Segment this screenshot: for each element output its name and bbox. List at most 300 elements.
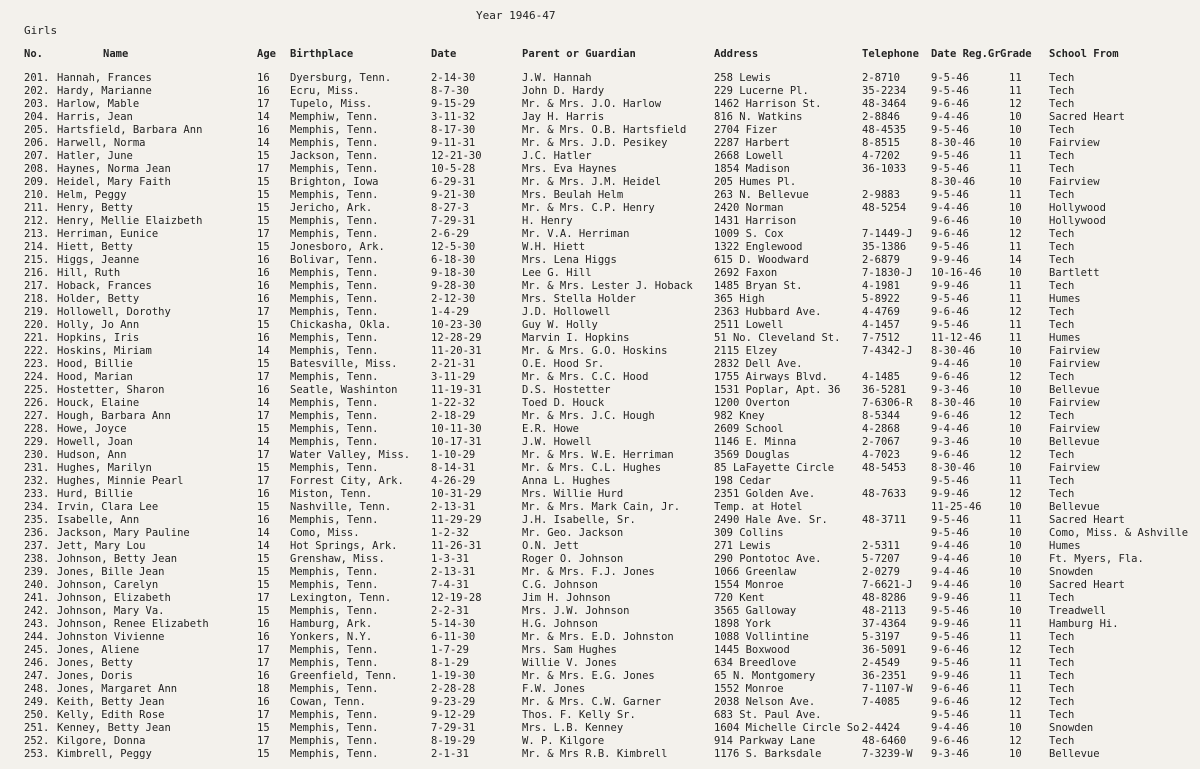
cell-telephone: 4-7202 — [862, 150, 900, 162]
cell-age: 16 — [257, 618, 270, 630]
cell-parent: D.S. Hostetter — [522, 384, 611, 396]
cell-grade: 12 — [1009, 488, 1022, 500]
cell-telephone: 48-7633 — [862, 488, 907, 500]
cell-date: 9-23-29 — [431, 696, 476, 708]
cell-parent: O.E. Hood Sr. — [522, 358, 605, 370]
cell-address: 229 Lucerne Pl. — [714, 85, 809, 97]
cell-grade: 11 — [1009, 631, 1022, 643]
cell-age: 17 — [257, 644, 270, 656]
cell-telephone: 36-1033 — [862, 163, 907, 175]
cell-no: 216. — [24, 267, 50, 279]
cell-name: Hood, Billie — [57, 358, 133, 370]
cell-no: 205. — [24, 124, 50, 136]
cell-birthplace: Memphis, Tenn. — [290, 410, 379, 422]
table-row — [0, 579, 1200, 592]
cell-grade: 11 — [1009, 72, 1022, 84]
cell-date: 3-11-32 — [431, 111, 476, 123]
cell-date: 11-26-31 — [431, 540, 482, 552]
cell-age: 17 — [257, 735, 270, 747]
cell-age: 15 — [257, 462, 270, 474]
cell-date: 1-22-32 — [431, 397, 476, 409]
header-school-from: School From — [1049, 48, 1119, 60]
cell-date: 2-6-29 — [431, 228, 469, 240]
table-row — [0, 202, 1200, 215]
cell-parent: J.H. Isabelle, Sr. — [522, 514, 636, 526]
cell-name: Jones, Bille Jean — [57, 566, 165, 578]
cell-telephone: 4-1981 — [862, 280, 900, 292]
cell-age: 15 — [257, 358, 270, 370]
cell-birthplace: Batesville, Miss. — [290, 358, 398, 370]
cell-school-from: Tech — [1049, 228, 1075, 240]
table-row — [0, 514, 1200, 527]
cell-telephone: 2-8710 — [862, 72, 900, 84]
cell-no: 228. — [24, 423, 50, 435]
cell-parent: Mr. & Mrs. E.G. Jones — [522, 670, 655, 682]
cell-birthplace: Cowan, Tenn. — [290, 696, 366, 708]
cell-birthplace: Chickasha, Okla. — [290, 319, 392, 331]
cell-school-from: Fairview — [1049, 358, 1100, 370]
table-row — [0, 696, 1200, 709]
table-row — [0, 423, 1200, 436]
cell-date-reg: 9-4-46 — [931, 202, 969, 214]
cell-telephone: 7-4085 — [862, 696, 900, 708]
cell-telephone: 4-2868 — [862, 423, 900, 435]
cell-name: Helm, Peggy — [57, 189, 127, 201]
cell-grade: 12 — [1009, 449, 1022, 461]
table-row — [0, 722, 1200, 735]
cell-date-reg: 9-5-46 — [931, 475, 969, 487]
cell-date-reg: 9-4-46 — [931, 358, 969, 370]
cell-age: 16 — [257, 332, 270, 344]
table-row — [0, 475, 1200, 488]
cell-birthplace: Tupelo, Miss. — [290, 98, 373, 110]
cell-no: 201. — [24, 72, 50, 84]
cell-no: 237. — [24, 540, 50, 552]
cell-name: Holly, Jo Ann — [57, 319, 140, 331]
cell-name: Johnson, Elizabeth — [57, 592, 171, 604]
cell-birthplace: Forrest City, Ark. — [290, 475, 404, 487]
table-row — [0, 670, 1200, 683]
cell-age: 16 — [257, 696, 270, 708]
cell-date: 8-7-30 — [431, 85, 469, 97]
table-row — [0, 618, 1200, 631]
cell-name: Hughes, Minnie Pearl — [57, 475, 184, 487]
cell-address: 1898 York — [714, 618, 771, 630]
cell-no: 226. — [24, 397, 50, 409]
cell-parent: J.C. Hatler — [522, 150, 592, 162]
cell-age: 16 — [257, 267, 270, 279]
cell-school-from: Humes — [1049, 332, 1081, 344]
cell-no: 248. — [24, 683, 50, 695]
cell-date-reg: 9-5-46 — [931, 293, 969, 305]
table-row — [0, 644, 1200, 657]
cell-school-from: Tech — [1049, 72, 1075, 84]
cell-school-from: Bartlett — [1049, 267, 1100, 279]
cell-address: 1200 Overton — [714, 397, 790, 409]
cell-telephone: 48-3464 — [862, 98, 907, 110]
cell-date-reg: 9-4-46 — [931, 111, 969, 123]
cell-school-from: Tech — [1049, 280, 1075, 292]
cell-age: 16 — [257, 280, 270, 292]
cell-name: Jett, Mary Lou — [57, 540, 146, 552]
cell-address: 51 No. Cleveland St. — [714, 332, 841, 344]
cell-age: 15 — [257, 241, 270, 253]
cell-date: 11-20-31 — [431, 345, 482, 357]
cell-grade: 11 — [1009, 683, 1022, 695]
cell-age: 16 — [257, 514, 270, 526]
cell-name: Johnson, Mary Va. — [57, 605, 165, 617]
cell-date: 8-19-29 — [431, 735, 476, 747]
cell-address: 2420 Norman — [714, 202, 784, 214]
cell-parent: Mr. & Mrs. E.D. Johnston — [522, 631, 674, 643]
cell-parent: Willie V. Jones — [522, 657, 617, 669]
cell-no: 236. — [24, 527, 50, 539]
cell-age: 15 — [257, 501, 270, 513]
cell-date: 9-28-30 — [431, 280, 476, 292]
cell-name: Isabelle, Ann — [57, 514, 140, 526]
table-row — [0, 592, 1200, 605]
cell-date-reg: 9-5-46 — [931, 189, 969, 201]
cell-parent: Mrs. L.B. Kenney — [522, 722, 624, 734]
cell-date-reg: 9-5-46 — [931, 124, 969, 136]
table-row — [0, 163, 1200, 176]
cell-address: 1462 Harrison St. — [714, 98, 822, 110]
cell-no: 253. — [24, 748, 50, 760]
cell-no: 239. — [24, 566, 50, 578]
cell-date-reg: 9-9-46 — [931, 618, 969, 630]
cell-school-from: Tech — [1049, 85, 1075, 97]
cell-parent: Mrs. Lena Higgs — [522, 254, 617, 266]
table-row — [0, 137, 1200, 150]
table-row — [0, 540, 1200, 553]
cell-no: 231. — [24, 462, 50, 474]
cell-date-reg: 9-4-46 — [931, 722, 969, 734]
cell-age: 16 — [257, 254, 270, 266]
cell-no: 238. — [24, 553, 50, 565]
cell-parent: Mrs. Eva Haynes — [522, 163, 617, 175]
cell-name: Howell, Joan — [57, 436, 133, 448]
cell-date: 8-27-3 — [431, 202, 469, 214]
cell-address: 271 Lewis — [714, 540, 771, 552]
cell-age: 15 — [257, 748, 270, 760]
cell-parent: Mr. & Mrs. C.C. Hood — [522, 371, 649, 383]
cell-no: 227. — [24, 410, 50, 422]
cell-age: 17 — [257, 163, 270, 175]
cell-address: 198 Cedar — [714, 475, 771, 487]
cell-school-from: Tech — [1049, 631, 1075, 643]
cell-no: 221. — [24, 332, 50, 344]
cell-grade: 10 — [1009, 462, 1022, 474]
cell-no: 244. — [24, 631, 50, 643]
cell-age: 14 — [257, 527, 270, 539]
cell-birthplace: Memphis, Tenn. — [290, 657, 379, 669]
cell-birthplace: Memphis, Tenn. — [290, 163, 379, 175]
table-row — [0, 319, 1200, 332]
cell-no: 247. — [24, 670, 50, 682]
cell-name: Irvin, Clara Lee — [57, 501, 159, 513]
cell-address: 1431 Harrison — [714, 215, 797, 227]
cell-name: Harwell, Norma — [57, 137, 146, 149]
cell-parent: Mr. & Mrs. Lester J. Hoback — [522, 280, 693, 292]
cell-grade: 10 — [1009, 423, 1022, 435]
cell-no: 233. — [24, 488, 50, 500]
header-no: No. — [24, 48, 43, 60]
cell-name: Johnson, Carelyn — [57, 579, 159, 591]
cell-grade: 12 — [1009, 696, 1022, 708]
cell-date: 1-4-29 — [431, 306, 469, 318]
cell-date-reg: 9-5-46 — [931, 163, 969, 175]
cell-school-from: Treadwell — [1049, 605, 1106, 617]
cell-age: 16 — [257, 72, 270, 84]
cell-no: 211. — [24, 202, 50, 214]
cell-date: 8-17-30 — [431, 124, 476, 136]
cell-name: Herriman, Eunice — [57, 228, 159, 240]
cell-name: Jones, Margaret Ann — [57, 683, 178, 695]
cell-telephone: 2-7067 — [862, 436, 900, 448]
cell-no: 234. — [24, 501, 50, 513]
cell-parent: Mr. & Mrs. O.B. Hartsfield — [522, 124, 687, 136]
cell-age: 16 — [257, 631, 270, 643]
cell-grade: 11 — [1009, 657, 1022, 669]
cell-parent: Mr. & Mrs. W.E. Herriman — [522, 449, 674, 461]
column-header-row — [0, 48, 1200, 62]
cell-date: 2-13-31 — [431, 501, 476, 513]
header-date: Date — [431, 48, 457, 60]
cell-date: 11-19-31 — [431, 384, 482, 396]
cell-grade: 12 — [1009, 410, 1022, 422]
table-row — [0, 228, 1200, 241]
cell-no: 242. — [24, 605, 50, 617]
cell-age: 14 — [257, 111, 270, 123]
cell-school-from: Tech — [1049, 241, 1075, 253]
table-row — [0, 124, 1200, 137]
cell-address: 1604 Michelle Circle So. — [714, 722, 866, 734]
cell-parent: Jim H. Johnson — [522, 592, 611, 604]
cell-birthplace: Brighton, Iowa — [290, 176, 379, 188]
cell-name: Jones, Doris — [57, 670, 133, 682]
cell-address: 2490 Hale Ave. Sr. — [714, 514, 828, 526]
cell-no: 223. — [24, 358, 50, 370]
cell-grade: 11 — [1009, 241, 1022, 253]
cell-age: 17 — [257, 98, 270, 110]
header-grade: Grade — [1000, 48, 1032, 60]
cell-school-from: Sacred Heart — [1049, 514, 1125, 526]
cell-school-from: Humes — [1049, 293, 1081, 305]
cell-address: 615 D. Woodward — [714, 254, 809, 266]
cell-date: 1-3-31 — [431, 553, 469, 565]
cell-name: Johnston Vivienne — [57, 631, 165, 643]
cell-name: Hartsfield, Barbara Ann — [57, 124, 203, 136]
cell-telephone: 5-7207 — [862, 553, 900, 565]
cell-parent: Mrs. Sam Hughes — [522, 644, 617, 656]
cell-grade: 12 — [1009, 644, 1022, 656]
cell-telephone: 4-4769 — [862, 306, 900, 318]
cell-date-reg: 10-16-46 — [931, 267, 982, 279]
cell-birthplace: Nashville, Tenn. — [290, 501, 392, 513]
cell-parent: E.R. Howe — [522, 423, 579, 435]
cell-telephone: 2-6879 — [862, 254, 900, 266]
cell-telephone: 37-4364 — [862, 618, 907, 630]
cell-telephone: 2-9883 — [862, 189, 900, 201]
cell-grade: 11 — [1009, 709, 1022, 721]
cell-parent: Mr. & Mrs. J.O. Harlow — [522, 98, 662, 110]
table-row — [0, 735, 1200, 748]
cell-age: 15 — [257, 423, 270, 435]
cell-date-reg: 8-30-46 — [931, 397, 976, 409]
cell-birthplace: Memphis, Tenn. — [290, 514, 379, 526]
cell-school-from: Hollywood — [1049, 202, 1106, 214]
cell-grade: 10 — [1009, 137, 1022, 149]
cell-telephone: 35-2234 — [862, 85, 907, 97]
cell-parent: Mr. & Mrs. Mark Cain, Jr. — [522, 501, 681, 513]
cell-date-reg: 9-6-46 — [931, 410, 969, 422]
cell-date-reg: 11-25-46 — [931, 501, 982, 513]
cell-date-reg: 9-3-46 — [931, 748, 969, 760]
cell-school-from: Tech — [1049, 306, 1075, 318]
cell-telephone: 48-6460 — [862, 735, 907, 747]
cell-age: 15 — [257, 176, 270, 188]
cell-grade: 10 — [1009, 579, 1022, 591]
cell-grade: 10 — [1009, 345, 1022, 357]
cell-date: 12-19-28 — [431, 592, 482, 604]
cell-address: 2704 Fizer — [714, 124, 778, 136]
cell-telephone: 4-1457 — [862, 319, 900, 331]
cell-no: 222. — [24, 345, 50, 357]
table-row — [0, 371, 1200, 384]
cell-parent: John D. Hardy — [522, 85, 605, 97]
cell-address: 1554 Monroe — [714, 579, 784, 591]
cell-telephone: 7-6621-J — [862, 579, 913, 591]
cell-date-reg: 9-3-46 — [931, 436, 969, 448]
cell-grade: 12 — [1009, 371, 1022, 383]
table-row — [0, 436, 1200, 449]
cell-date-reg: 9-5-46 — [931, 319, 969, 331]
cell-grade: 11 — [1009, 163, 1022, 175]
cell-grade: 10 — [1009, 566, 1022, 578]
cell-parent: J.W. Howell — [522, 436, 592, 448]
cell-telephone: 35-1386 — [862, 241, 907, 253]
cell-age: 16 — [257, 85, 270, 97]
cell-telephone: 7-1449-J — [862, 228, 913, 240]
cell-birthplace: Seatle, Washinton — [290, 384, 398, 396]
cell-no: 217. — [24, 280, 50, 292]
cell-age: 15 — [257, 215, 270, 227]
table-row — [0, 410, 1200, 423]
cell-age: 17 — [257, 410, 270, 422]
cell-no: 245. — [24, 644, 50, 656]
table-row — [0, 657, 1200, 670]
cell-grade: 11 — [1009, 514, 1022, 526]
cell-school-from: Snowden — [1049, 566, 1094, 578]
cell-parent: W. P. Kilgore — [522, 735, 605, 747]
cell-parent: Thos. F. Kelly Sr. — [522, 709, 636, 721]
cell-grade: 10 — [1009, 722, 1022, 734]
table-row — [0, 215, 1200, 228]
cell-grade: 10 — [1009, 384, 1022, 396]
cell-age: 16 — [257, 124, 270, 136]
cell-name: Kelly, Edith Rose — [57, 709, 165, 721]
cell-address: 1066 Greenlaw — [714, 566, 797, 578]
table-row — [0, 280, 1200, 293]
cell-school-from: Tech — [1049, 371, 1075, 383]
cell-school-from: Bellevue — [1049, 436, 1100, 448]
cell-parent: Mr. & Mrs. J.D. Pesikey — [522, 137, 668, 149]
cell-date: 6-18-30 — [431, 254, 476, 266]
cell-birthplace: Memphis, Tenn. — [290, 137, 379, 149]
cell-date-reg: 8-30-46 — [931, 462, 976, 474]
cell-date: 7-4-31 — [431, 579, 469, 591]
cell-school-from: Hamburg Hi. — [1049, 618, 1119, 630]
cell-address: 1322 Englewood — [714, 241, 803, 253]
cell-date: 2-2-31 — [431, 605, 469, 617]
cell-address: 263 N. Bellevue — [714, 189, 809, 201]
header-birthplace: Birthplace — [290, 48, 354, 60]
cell-school-from: Fairview — [1049, 137, 1100, 149]
cell-parent: F.W. Jones — [522, 683, 586, 695]
cell-no: 246. — [24, 657, 50, 669]
cell-school-from: Tech — [1049, 163, 1075, 175]
cell-date: 9-21-30 — [431, 189, 476, 201]
cell-date-reg: 9-5-46 — [931, 150, 969, 162]
cell-age: 17 — [257, 475, 270, 487]
cell-address: 1552 Monroe — [714, 683, 784, 695]
table-row — [0, 605, 1200, 618]
cell-parent: Guy W. Holly — [522, 319, 598, 331]
cell-age: 15 — [257, 605, 270, 617]
table-row — [0, 683, 1200, 696]
table-row — [0, 527, 1200, 540]
cell-telephone: 5-8922 — [862, 293, 900, 305]
cell-telephone: 8-5344 — [862, 410, 900, 422]
cell-date-reg: 9-9-46 — [931, 254, 969, 266]
cell-grade: 10 — [1009, 215, 1022, 227]
table-row — [0, 384, 1200, 397]
cell-date-reg: 9-9-46 — [931, 592, 969, 604]
cell-name: Hoback, Frances — [57, 280, 152, 292]
cell-parent: Mr. & Mrs. J.C. Hough — [522, 410, 655, 422]
cell-address: 683 St. Paul Ave. — [714, 709, 822, 721]
cell-address: 1445 Boxwood — [714, 644, 790, 656]
cell-birthplace: Memphis, Tenn. — [290, 189, 379, 201]
table-row — [0, 72, 1200, 85]
cell-date: 2-28-28 — [431, 683, 476, 695]
cell-name: Henry, Betty — [57, 202, 133, 214]
cell-school-from: Tech — [1049, 683, 1075, 695]
cell-age: 18 — [257, 683, 270, 695]
cell-telephone: 7-3239-W — [862, 748, 913, 760]
cell-age: 16 — [257, 293, 270, 305]
cell-name: Hoskins, Miriam — [57, 345, 152, 357]
cell-school-from: Hollywood — [1049, 215, 1106, 227]
table-row — [0, 553, 1200, 566]
header-address: Address — [714, 48, 759, 60]
cell-school-from: Tech — [1049, 124, 1075, 136]
cell-address: 1854 Madison — [714, 163, 790, 175]
cell-name: Hollowell, Dorothy — [57, 306, 171, 318]
table-row — [0, 345, 1200, 358]
cell-grade: 12 — [1009, 98, 1022, 110]
cell-age: 15 — [257, 319, 270, 331]
cell-grade: 11 — [1009, 280, 1022, 292]
cell-address: 2363 Hubbard Ave. — [714, 306, 822, 318]
table-row — [0, 306, 1200, 319]
cell-date-reg: 9-6-46 — [931, 98, 969, 110]
cell-school-from: Tech — [1049, 644, 1075, 656]
cell-name: Jackson, Mary Pauline — [57, 527, 190, 539]
cell-parent: Marvin I. Hopkins — [522, 332, 630, 344]
cell-address: 365 High — [714, 293, 765, 305]
cell-grade: 11 — [1009, 293, 1022, 305]
